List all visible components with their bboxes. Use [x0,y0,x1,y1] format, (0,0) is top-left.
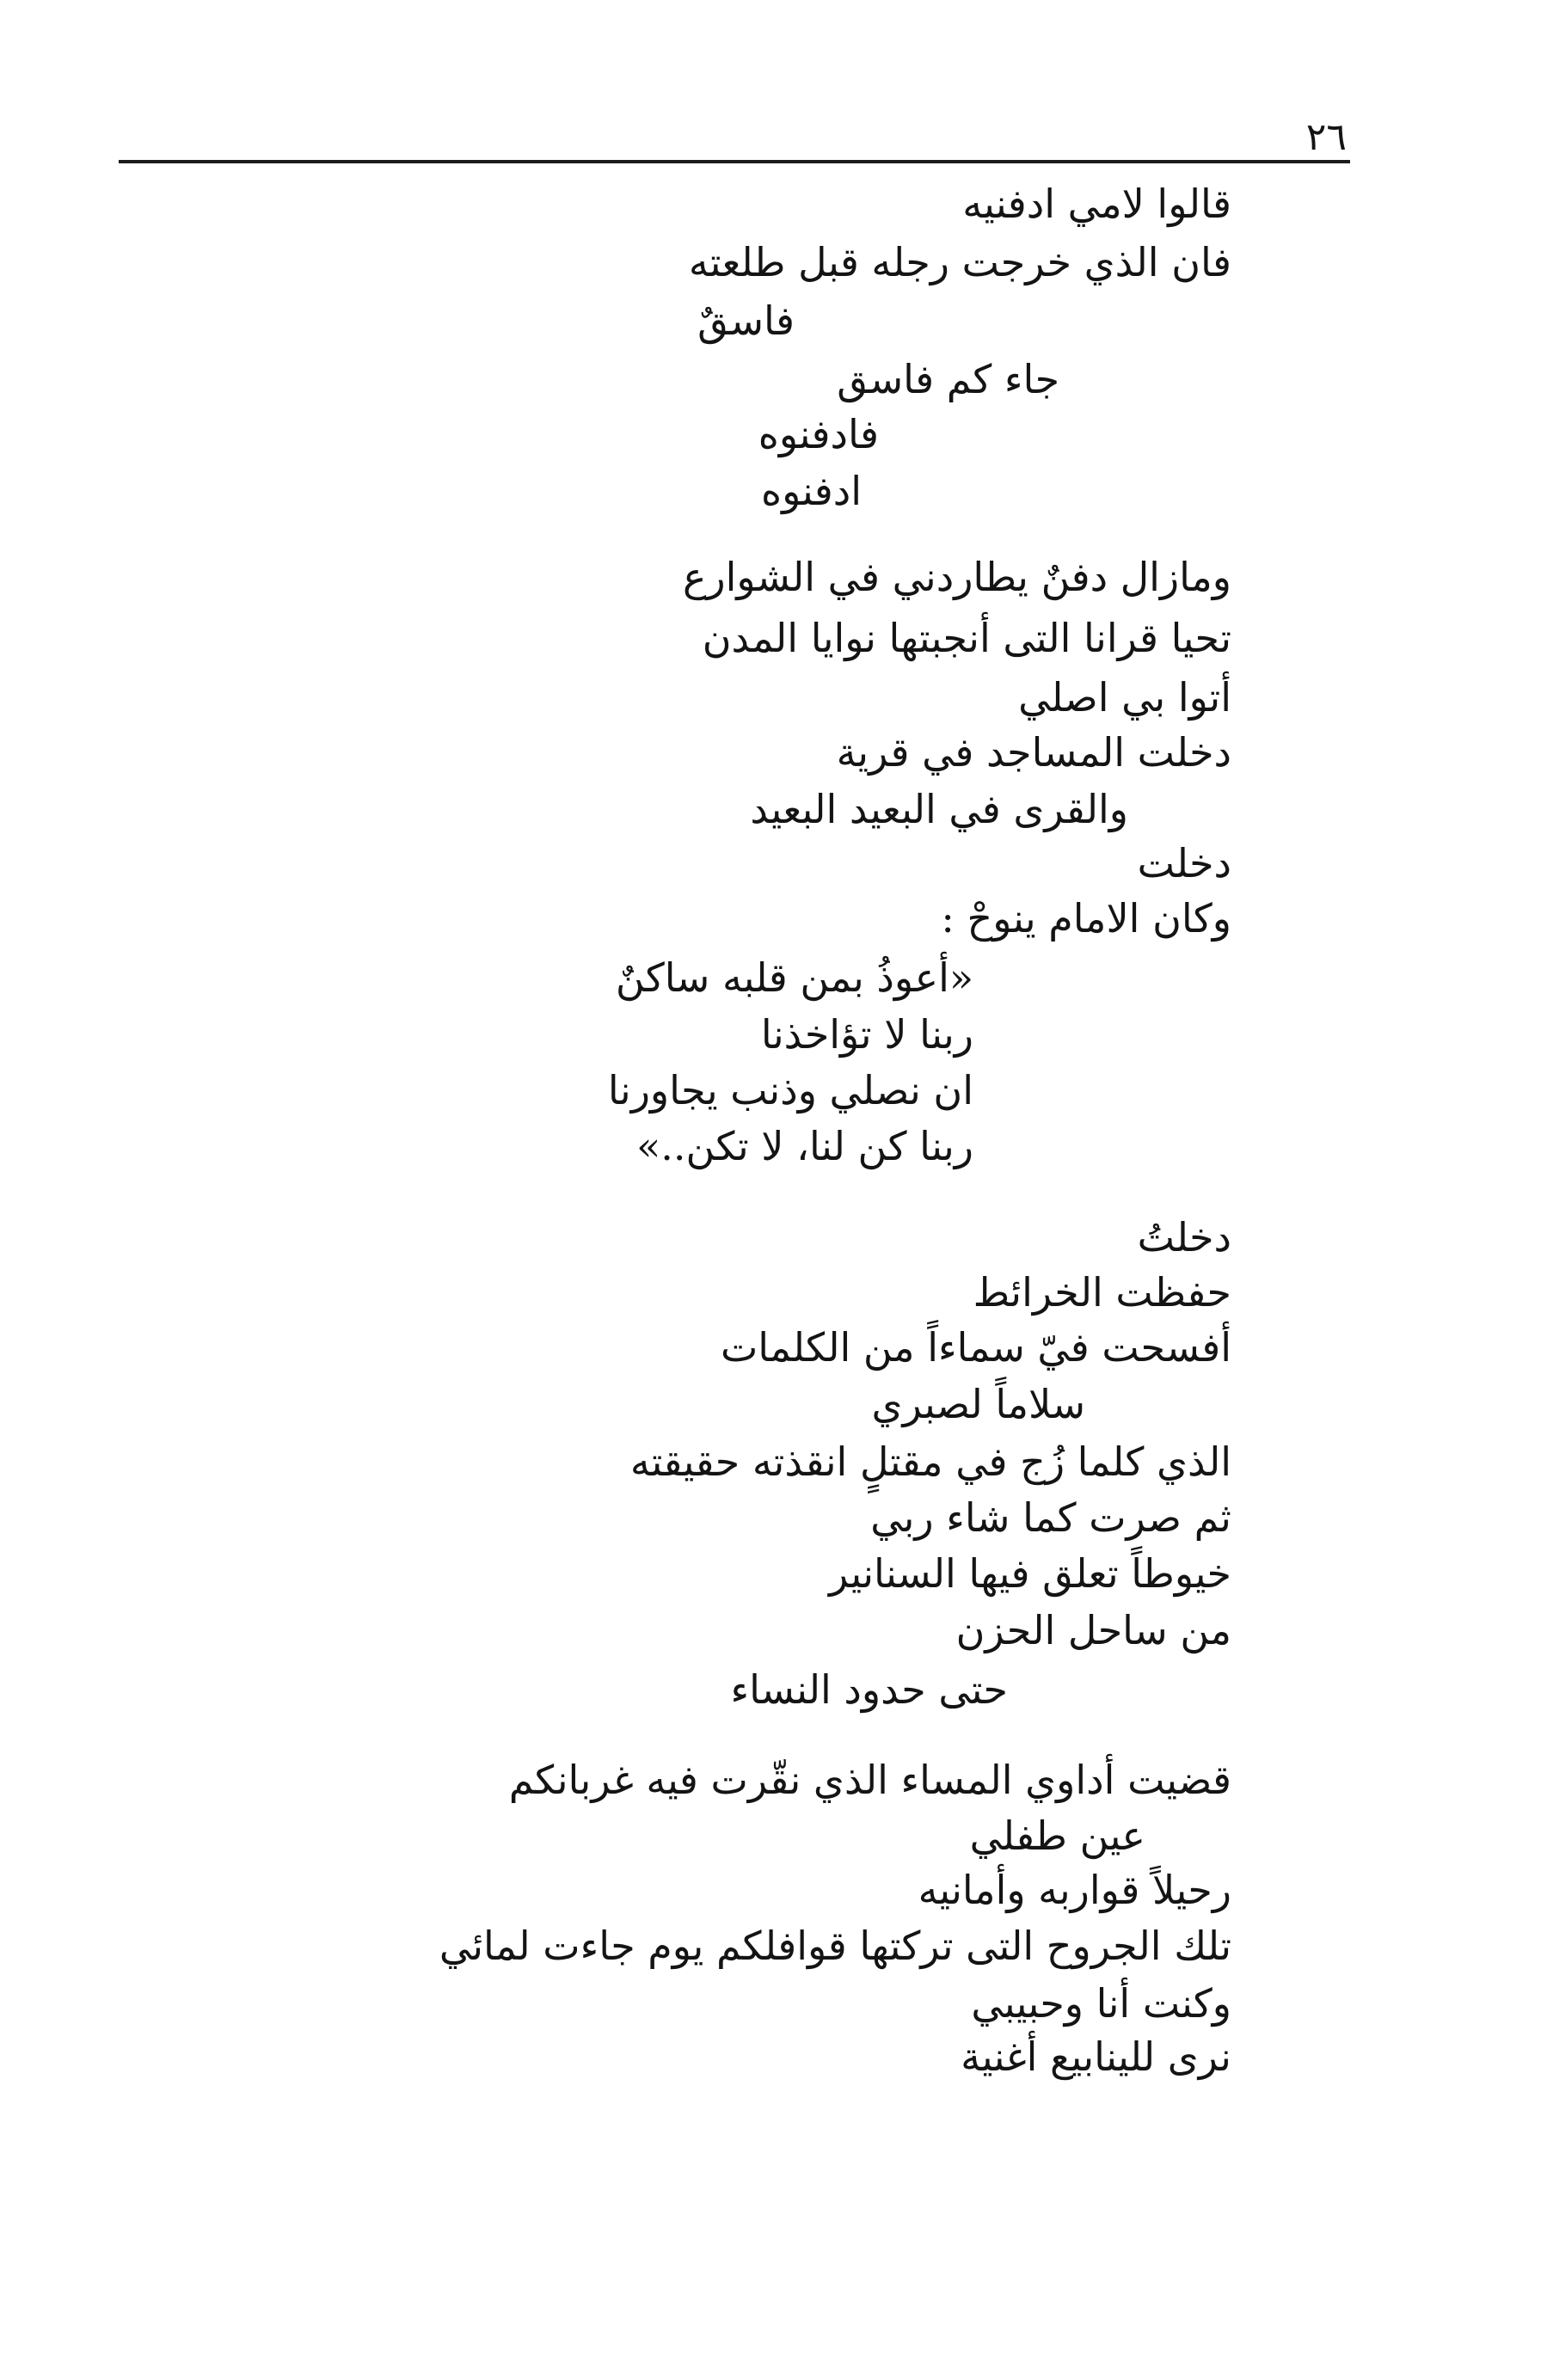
poem-line: حتى حدود النساء [730,1666,1008,1713]
poem-line: تلك الجروح التى تركتها قوافلكم يوم جاءت لمائي [439,1923,1231,1969]
poem-line: ربنا كن لنا، لا تكن..» [636,1123,973,1169]
poem-line: رحيلاً قواربه وأمانيه [918,1867,1231,1913]
poem-line: خيوطاً تعلق فيها السنانير [828,1550,1231,1597]
poem-line: فادفنوه [758,411,879,457]
poem-line: «أعوذُ بمن قلبه ساكنٌ [615,954,973,1001]
poem-line: دخلت المساجد في قرية [836,729,1231,776]
poem-line: فاسقٌ [697,298,795,344]
poem-line: ومازال دفنٌ يطاردني في الشوارع [682,554,1231,600]
poem-line: قالوا لامي ادفنيه [962,181,1231,227]
poem-line: ادفنوه [761,468,862,514]
poem-line: الذي كلما زُج في مقتلٍ انقذته حقيقته [629,1438,1231,1485]
poem-line: وكان الامام ينوحْ : [941,895,1231,942]
page-number: ٢٦ [1305,115,1347,159]
poem-line: نرى للينابيع أغنية [961,2033,1231,2080]
poem-line: ثم صرت كما شاء ربي [870,1494,1231,1541]
poem-line: وكنت أنا وحبيبي [971,1980,1231,2027]
poem-line: ان نصلي وذنب يجاورنا [607,1067,973,1113]
poem-line: أتوا بي اصلي [1018,674,1231,721]
poem-line: فان الذي خرجت رجله قبل طلعته [688,239,1231,285]
poem-line: عين طفلي [969,1813,1145,1859]
poem-line: حفظت الخرائط [973,1269,1231,1316]
poem-line: والقرى في البعيد البعيد [750,786,1128,832]
poem-line: دخلتُ [1137,1214,1231,1261]
poem-line: من ساحل الحزن [955,1607,1231,1653]
poem-line: سلاماً لصبري [871,1381,1085,1427]
poem-line: جاء كم فاسق [837,356,1059,402]
poem-line: ربنا لا تؤاخذنا [760,1011,973,1058]
poem-line: دخلت [1137,840,1231,886]
poem-line: تحيا قرانا التى أنجبتها نوايا المدن [702,615,1231,661]
poem-line: قضيت أداوي المساء الذي نقّرت فيه غربانكم [508,1757,1231,1803]
poem-line: أفسحت فيّ سماءاً من الكلمات [720,1324,1231,1371]
